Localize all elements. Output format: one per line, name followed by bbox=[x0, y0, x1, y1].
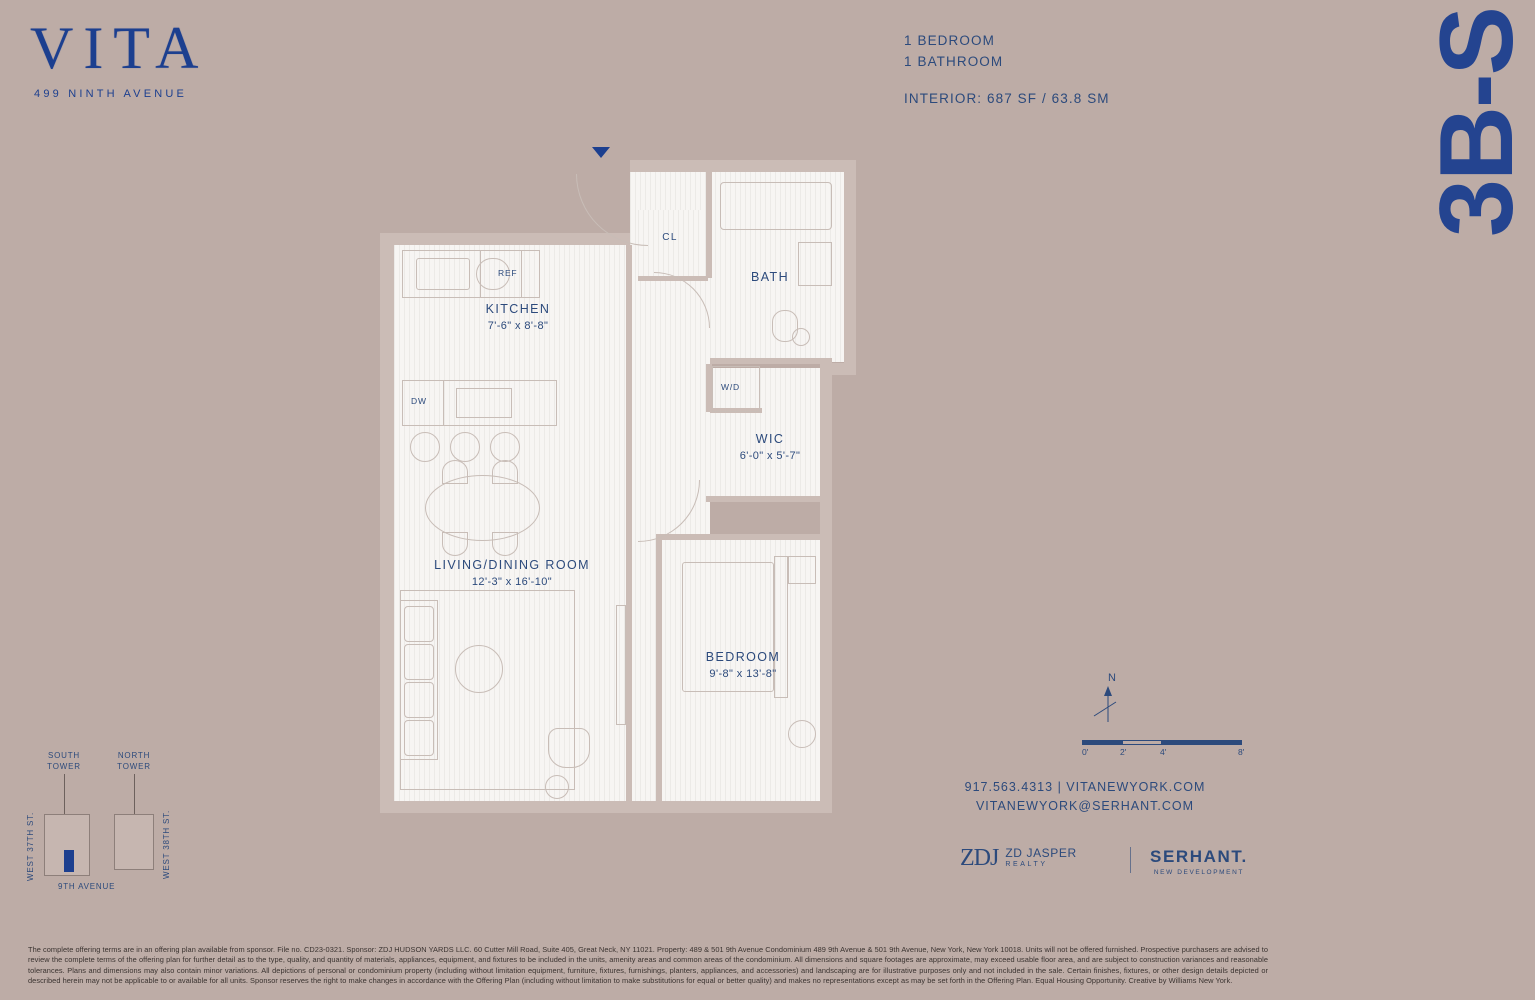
contact-block bbox=[900, 778, 1270, 816]
keymap-unit-highlight bbox=[64, 850, 74, 872]
room-label-wic: WIC 6'-0" x 5'-7" bbox=[739, 432, 801, 462]
room-label-kitchen: KITCHEN 7'-6" x 8'-8" bbox=[485, 302, 551, 332]
entry-arrow-icon bbox=[592, 147, 610, 158]
logo-row bbox=[960, 845, 1260, 890]
serhant-logo bbox=[1150, 847, 1248, 876]
keymap-ninth-avenue-label: 9TH AVENUE bbox=[58, 882, 116, 891]
wall-bottom bbox=[380, 801, 832, 813]
wall-right-lower bbox=[820, 363, 832, 813]
keymap-leader-south bbox=[64, 774, 65, 814]
contact-email[interactable]: VITANEWYORK@SERHANT.COM bbox=[975, 799, 1195, 813]
contact-phone-web[interactable]: 917.563.4313 | VITANEWYORK.COM bbox=[964, 780, 1206, 794]
cooktop bbox=[416, 258, 470, 290]
zd-jasper-logo bbox=[960, 845, 1077, 872]
scale-seg-2 bbox=[1122, 740, 1162, 745]
unit-bathrooms: 1 BATHROOM bbox=[904, 54, 1004, 69]
room-label-bedroom: BEDROOM 9'-8" x 13'-8" bbox=[705, 650, 781, 680]
compass-north-label: N bbox=[1108, 672, 1116, 684]
bar-stool-1 bbox=[410, 432, 440, 462]
dining-chair-2 bbox=[492, 460, 518, 484]
unit-info bbox=[904, 30, 1164, 109]
zdj-name: ZD JASPER bbox=[1005, 845, 1077, 860]
brand-address: 499 NINTH AVENUE bbox=[34, 88, 188, 100]
partition-wic-bottom bbox=[706, 496, 826, 502]
scale-tick-1: 2' bbox=[1120, 747, 1127, 757]
keymap-south-tower-label: SOUTH TOWER bbox=[47, 751, 81, 771]
dining-chair-1 bbox=[442, 460, 468, 484]
washer-dryer-label: W/D bbox=[721, 382, 740, 392]
zdj-monogram: ZDJ bbox=[960, 845, 999, 871]
dining-chair-4 bbox=[492, 532, 518, 556]
media-console bbox=[616, 605, 626, 725]
room-label-closet: CL bbox=[662, 232, 678, 243]
scale-seg-1 bbox=[1082, 740, 1122, 745]
disclaimer-text: The complete offering terms are in an offering plan available from sponsor. File no. CD23-0321. Sponsor: ZDJ HUDSON YARDS LLC. 60 Cutter Mill Road, Suite 405, Great Neck, NY 11021. Property: 489 & 501 9th Avenue Condominium 489 9th Avenue & 501 9th Avenue, New York, New York 10018. Units will not be offered furnished. Prospective purchasers are advised to review the complete terms of the offering plan for further detail as to the type, quality, and quantity of materials, appliances, equipment, and fixtures to be included in the units, amenity areas and common areas of the condominium. All dimensions and square footages are approximate, may exceed usable floor area, and are subject to construction variances and reasonable tolerances. Plans and dimensions may also contain minor variations. All depictions of personal or condominium property (including without limitation equipment, furniture, fixtures, furnishings, planters, appliances, and accessories) and landscaping are for illustrative purposes only and not included in the sale. Certain finishes, fixtures, or other design details depicted or described herein may not be applicable to or available for all units. Sponsor reserves the right to make changes in accordance with the Offering Plan (including without limitation to make substitutions for equal or better quality) and makes no representations except as may be set forth in the Offering Plan. Equal Housing Opportunity. Creative by Williams New York. bbox=[28, 945, 1268, 985]
bar-stool-2 bbox=[450, 432, 480, 462]
scale-tick-3: 8' bbox=[1238, 747, 1245, 757]
keymap-leader-north bbox=[134, 774, 135, 814]
scale-tick-2: 4' bbox=[1160, 747, 1167, 757]
brand-logo bbox=[30, 15, 290, 100]
scale-tick-0: 0' bbox=[1082, 747, 1089, 757]
compass bbox=[1082, 672, 1122, 732]
dining-chair-3 bbox=[442, 532, 468, 556]
serhant-sub: NEW DEVELOPMENT bbox=[1153, 869, 1244, 876]
wall-top-left bbox=[380, 233, 642, 245]
zdj-sub: REALTY bbox=[1005, 860, 1048, 868]
dishwasher-label: DW bbox=[411, 396, 427, 406]
partition-bath-bottom bbox=[710, 358, 832, 364]
partition-kitchen-hall bbox=[626, 245, 632, 801]
scale-bar bbox=[1082, 740, 1245, 759]
room-label-bath: BATH bbox=[750, 270, 789, 284]
keymap-west-38-label: WEST 38TH ST. bbox=[162, 810, 171, 879]
rug bbox=[400, 590, 575, 790]
serhant-name: SERHANT. bbox=[1150, 847, 1248, 866]
plan-code: 3B-S bbox=[1418, 8, 1535, 237]
nightstand bbox=[788, 556, 816, 584]
logo-divider bbox=[1130, 847, 1131, 873]
wall-left bbox=[380, 233, 394, 813]
keymap-west-37-label: WEST 37TH ST. bbox=[26, 812, 35, 881]
wall-top-right bbox=[630, 160, 856, 172]
keymap-north-tower-label: NORTH TOWER bbox=[117, 751, 151, 771]
scale-seg-3 bbox=[1162, 740, 1242, 745]
brand-name: VITA bbox=[30, 15, 209, 81]
compass-needle-icon bbox=[1082, 672, 1122, 728]
wall-right-upper bbox=[844, 160, 856, 375]
keymap-north-tower-block bbox=[114, 814, 154, 870]
room-label-living-dining: LIVING/DINING ROOM 12'-3" x 16'-10" bbox=[434, 558, 590, 588]
partition-bath-left bbox=[706, 172, 712, 278]
scale-bar-graphic bbox=[1082, 740, 1242, 745]
armchair bbox=[548, 728, 590, 768]
unit-bedrooms: 1 BEDROOM bbox=[904, 33, 995, 48]
pendant-light bbox=[792, 328, 810, 346]
key-map bbox=[20, 750, 210, 900]
scale-tick-labels bbox=[1082, 747, 1245, 759]
bedroom-dresser bbox=[788, 720, 816, 748]
partition-bedroom-top bbox=[656, 534, 826, 540]
island-basin bbox=[456, 388, 512, 418]
bathtub bbox=[720, 182, 832, 230]
bar-stool-3 bbox=[490, 432, 520, 462]
floor-plan bbox=[380, 150, 880, 830]
unit-interior-area: INTERIOR: 687 SF / 63.8 SM bbox=[904, 91, 1110, 106]
side-table bbox=[545, 775, 569, 799]
refrigerator-label: REF bbox=[498, 268, 518, 278]
